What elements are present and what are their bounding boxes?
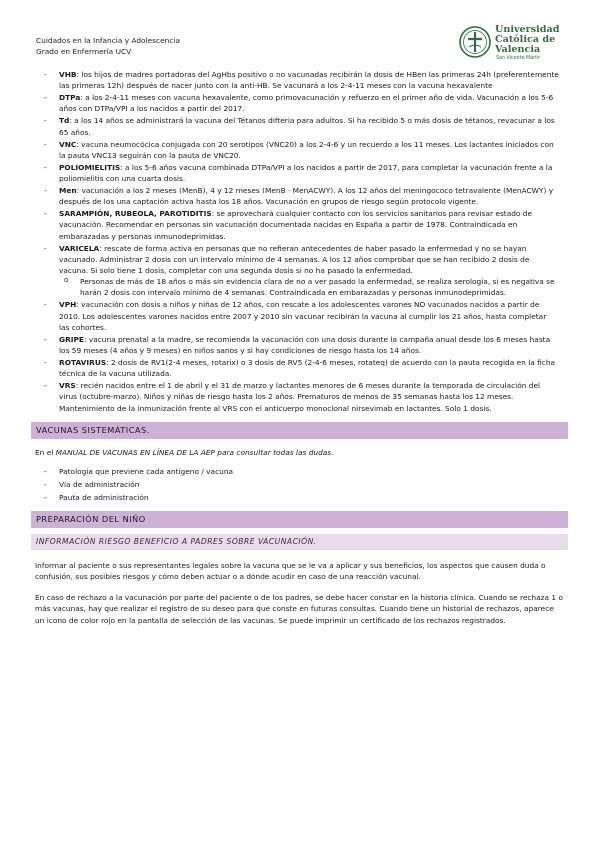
section-title-vacunas: VACUNAS SISTEMÁTICAS. (31, 422, 568, 439)
course-title: Cuidados en la Infancia y Adolescencia (36, 36, 180, 45)
list-item: - Patología que previene cada antígeno / vacuna (59, 466, 599, 477)
vaccine-text: : a los 14 años se administrará la vacuna del Tétanos difteria para adultos. Si ha recibido 5 o más dosis de tétanos, revacunar a los 65 años. (59, 116, 555, 137)
vaccine-text: : vacunación a los 2 meses (MenB), 4 y 12 meses (MenB · MenACWY). A los 12 años del meningococo tetravalente (MenACWY) y después de los una captación activa hasta los 18 años. Vacunación en grupos de riesgo según protocolo vigente. (59, 186, 554, 207)
vaccine-item (59, 139, 559, 161)
vaccine-label: VARICELA (59, 243, 100, 253)
manual-link-text: MANUAL DE VACUNAS EN LÍNEA DE LA AEP para consultar todas las dudas. (55, 447, 334, 457)
vaccine-text: : rescate de forma activa en personas que no refieran antecedentes de haber pasado la enfermedad y no se hayan vacunado. Administrar 2 dosis con un intervalo mínimo de 4 semanas. A los 12 años comprobar que se han recibido 2 dosis de vacuna. Si solo tiene 1 dosis, completar con una segunda dosis si no ha pasado la enfermedad. (59, 243, 530, 276)
paragraph-informar: Informar al paciente o sus representantes legales sobre la vacuna que se le va a aplicar y sus beneficios, los aspectos que causen duda o confusión, sus posibles riesgos y cómo deben actuar o a dónde acudir en caso de una reacción vacunal. (35, 560, 546, 582)
vaccine-text: : vacuna prenatal a la madre, se recomienda la vacunación con una dosis durante la campaña anual desde los 6 meses hasta los 59 meses (4 años y 9 meses) en niños sanos y si hay condiciones de riesgo hasta los 14 años. (59, 334, 551, 356)
degree-title: Grado en Enfermería UCV (36, 46, 132, 56)
section-title-preparacion: PREPARACIÓN DEL NIÑO (31, 511, 568, 528)
vaccine-label: ROTAVIRUS (59, 358, 107, 368)
vaccine-label: DTPa (59, 93, 81, 103)
vaccine-item (59, 243, 559, 299)
vaccine-label: GRIPE (59, 334, 84, 344)
vaccine-text: : a los 5-6 años vacuna combinada DTPa/VPI a los nacidos a partir de 2017, para completar la vacunación frente a la poliomielitis con una cuarta dosis. (59, 162, 553, 184)
vaccine-item (59, 208, 559, 242)
vaccine-item (59, 357, 559, 379)
vaccine-item (59, 185, 559, 207)
vaccine-label: VRS (59, 381, 76, 391)
university-subtitle: San Vicente Mártir (496, 56, 541, 61)
university-name: Universidad Católica de Valencia (495, 24, 560, 55)
vaccine-label: VHB (59, 70, 77, 79)
vaccine-text: : a los 2-4-11 meses con vacuna hexavalente, como primovacunación y refuerzo en el primer año de vida. Vacunación a los 5-6 años con DTPa/VPI a los nacidos a partir del 2017. (59, 93, 554, 114)
vaccine-label: Men (59, 186, 77, 196)
vaccine-text: : se aprovechará cualquier contacto con los servicios sanitarios para revisar estado de vacunación. Recomendar en personas sin vacunación documentada nacidas en España a partir de 1978. Contraindicada en embarazadas y personas inmunodeprimidas. (59, 209, 533, 241)
vaccine-list (0, 69, 559, 414)
vaccine-item (59, 92, 559, 114)
vaccine-item (59, 69, 559, 91)
list-item: - Vía de administración (59, 479, 599, 490)
vaccine-label: Td (59, 116, 70, 126)
page-content (0, 69, 599, 626)
list-item: - Pauta de administración (59, 492, 599, 503)
vaccine-label: VPH (59, 300, 77, 310)
vaccine-sublist (59, 276, 559, 298)
vaccine-item (59, 380, 559, 414)
vaccine-subitem: o Personas de más de 18 años o más sin evidencia clara de no a ver pasado la enfermedad, se realiza serología, si es negativa se harán 2 dosis con intervalo mínimo de 4 semanas. Contraindicada en embarazadas y personas inmunodeprimidas. (80, 276, 559, 298)
vaccine-text: : vacuna neumocócica conjugada con 20 serotipos (VNC20) a los 2-4-6 y un recuerdo a los 11 meses. Los lactantes iniciados con la pauta VNC13 seguirán con la pauta de VNC20. (59, 139, 554, 160)
vaccine-item (59, 334, 559, 356)
manual-reference: En el MANUAL DE VACUNAS EN LÍNEA DE LA AEP para consultar todas las dudas. (35, 447, 334, 457)
vaccine-label: SARAMPIÓN, RUBEOLA, PAROTIDITIS (59, 209, 212, 219)
paragraph-rechazo: En caso de rechazo a la vacunación por parte del paciente o de los padres, se debe hacer constar en la historia clínica. Cuando se rechaza 1 o más vacunas, hay que realizar el registro de su deseo para que conste en futuras consultas. Cuando tiene un historial de rechazos, aparece un icono de color rojo en la pantalla de selección de las vacunas. Se puede imprimir un certificado de los rechazos registrados. (35, 593, 563, 625)
vaccine-text: : vacunación con dosis a niños y niñas de 12 años, con rescate a los adolescentes varones NO vacunados nacidos a partir de 2010. Los adolescentes varones nacidos entre 2007 y 2010 sin vacunar recibirán la vacuna al cumplir los 21 años, hasta completar las cohortes. (59, 300, 547, 332)
vaccine-item (59, 162, 559, 184)
vaccine-item (59, 299, 559, 333)
manual-topics-list (0, 466, 599, 503)
vaccine-item (59, 115, 559, 137)
university-logo (459, 24, 579, 62)
vaccine-label: POLIOMIELITIS (59, 162, 121, 172)
university-seal-icon (459, 26, 491, 58)
document-header (36, 36, 180, 57)
vaccine-label: VNC (59, 139, 77, 149)
subsection-title-informacion: INFORMACIÓN RIESGO BENEFICIO A PADRES SOBRE VACUNACIÓN. (31, 534, 568, 550)
vaccine-text: : recién nacidos entre el 1 de abril y el 31 de marzo y lactantes menores de 6 meses durante la temporada de circulación del virus (octubre-marzo). Niños y niñas de riesgo hasta los 2 años. Prematuros de menos de 35 semanas hasta los 12 meses. Mantenimiento de la inmunización frente al VRS con el anticuerpo monoclonal nirsevimab en lactantes. Solo 1 dosis. (59, 381, 541, 413)
vaccine-text: : 2 dosis de RV1(2-4 meses, rotarix) o 3 dosis de RV5 (2-4-6 meses, rotateq) de acuerdo con la pauta recogida en la ficha técnica de la vacuna utilizada. (59, 358, 556, 379)
vaccine-text: : los hijos de madres portadoras del AgHbs positivo o no vacunadas recibirán la dosis de HBen las primeras 24h (preferentemente las primeras 12h) después de nacer junto con la anti-HB. Se vacunará a los 2-4-11 meses con la vacuna hexavalente (59, 70, 559, 91)
